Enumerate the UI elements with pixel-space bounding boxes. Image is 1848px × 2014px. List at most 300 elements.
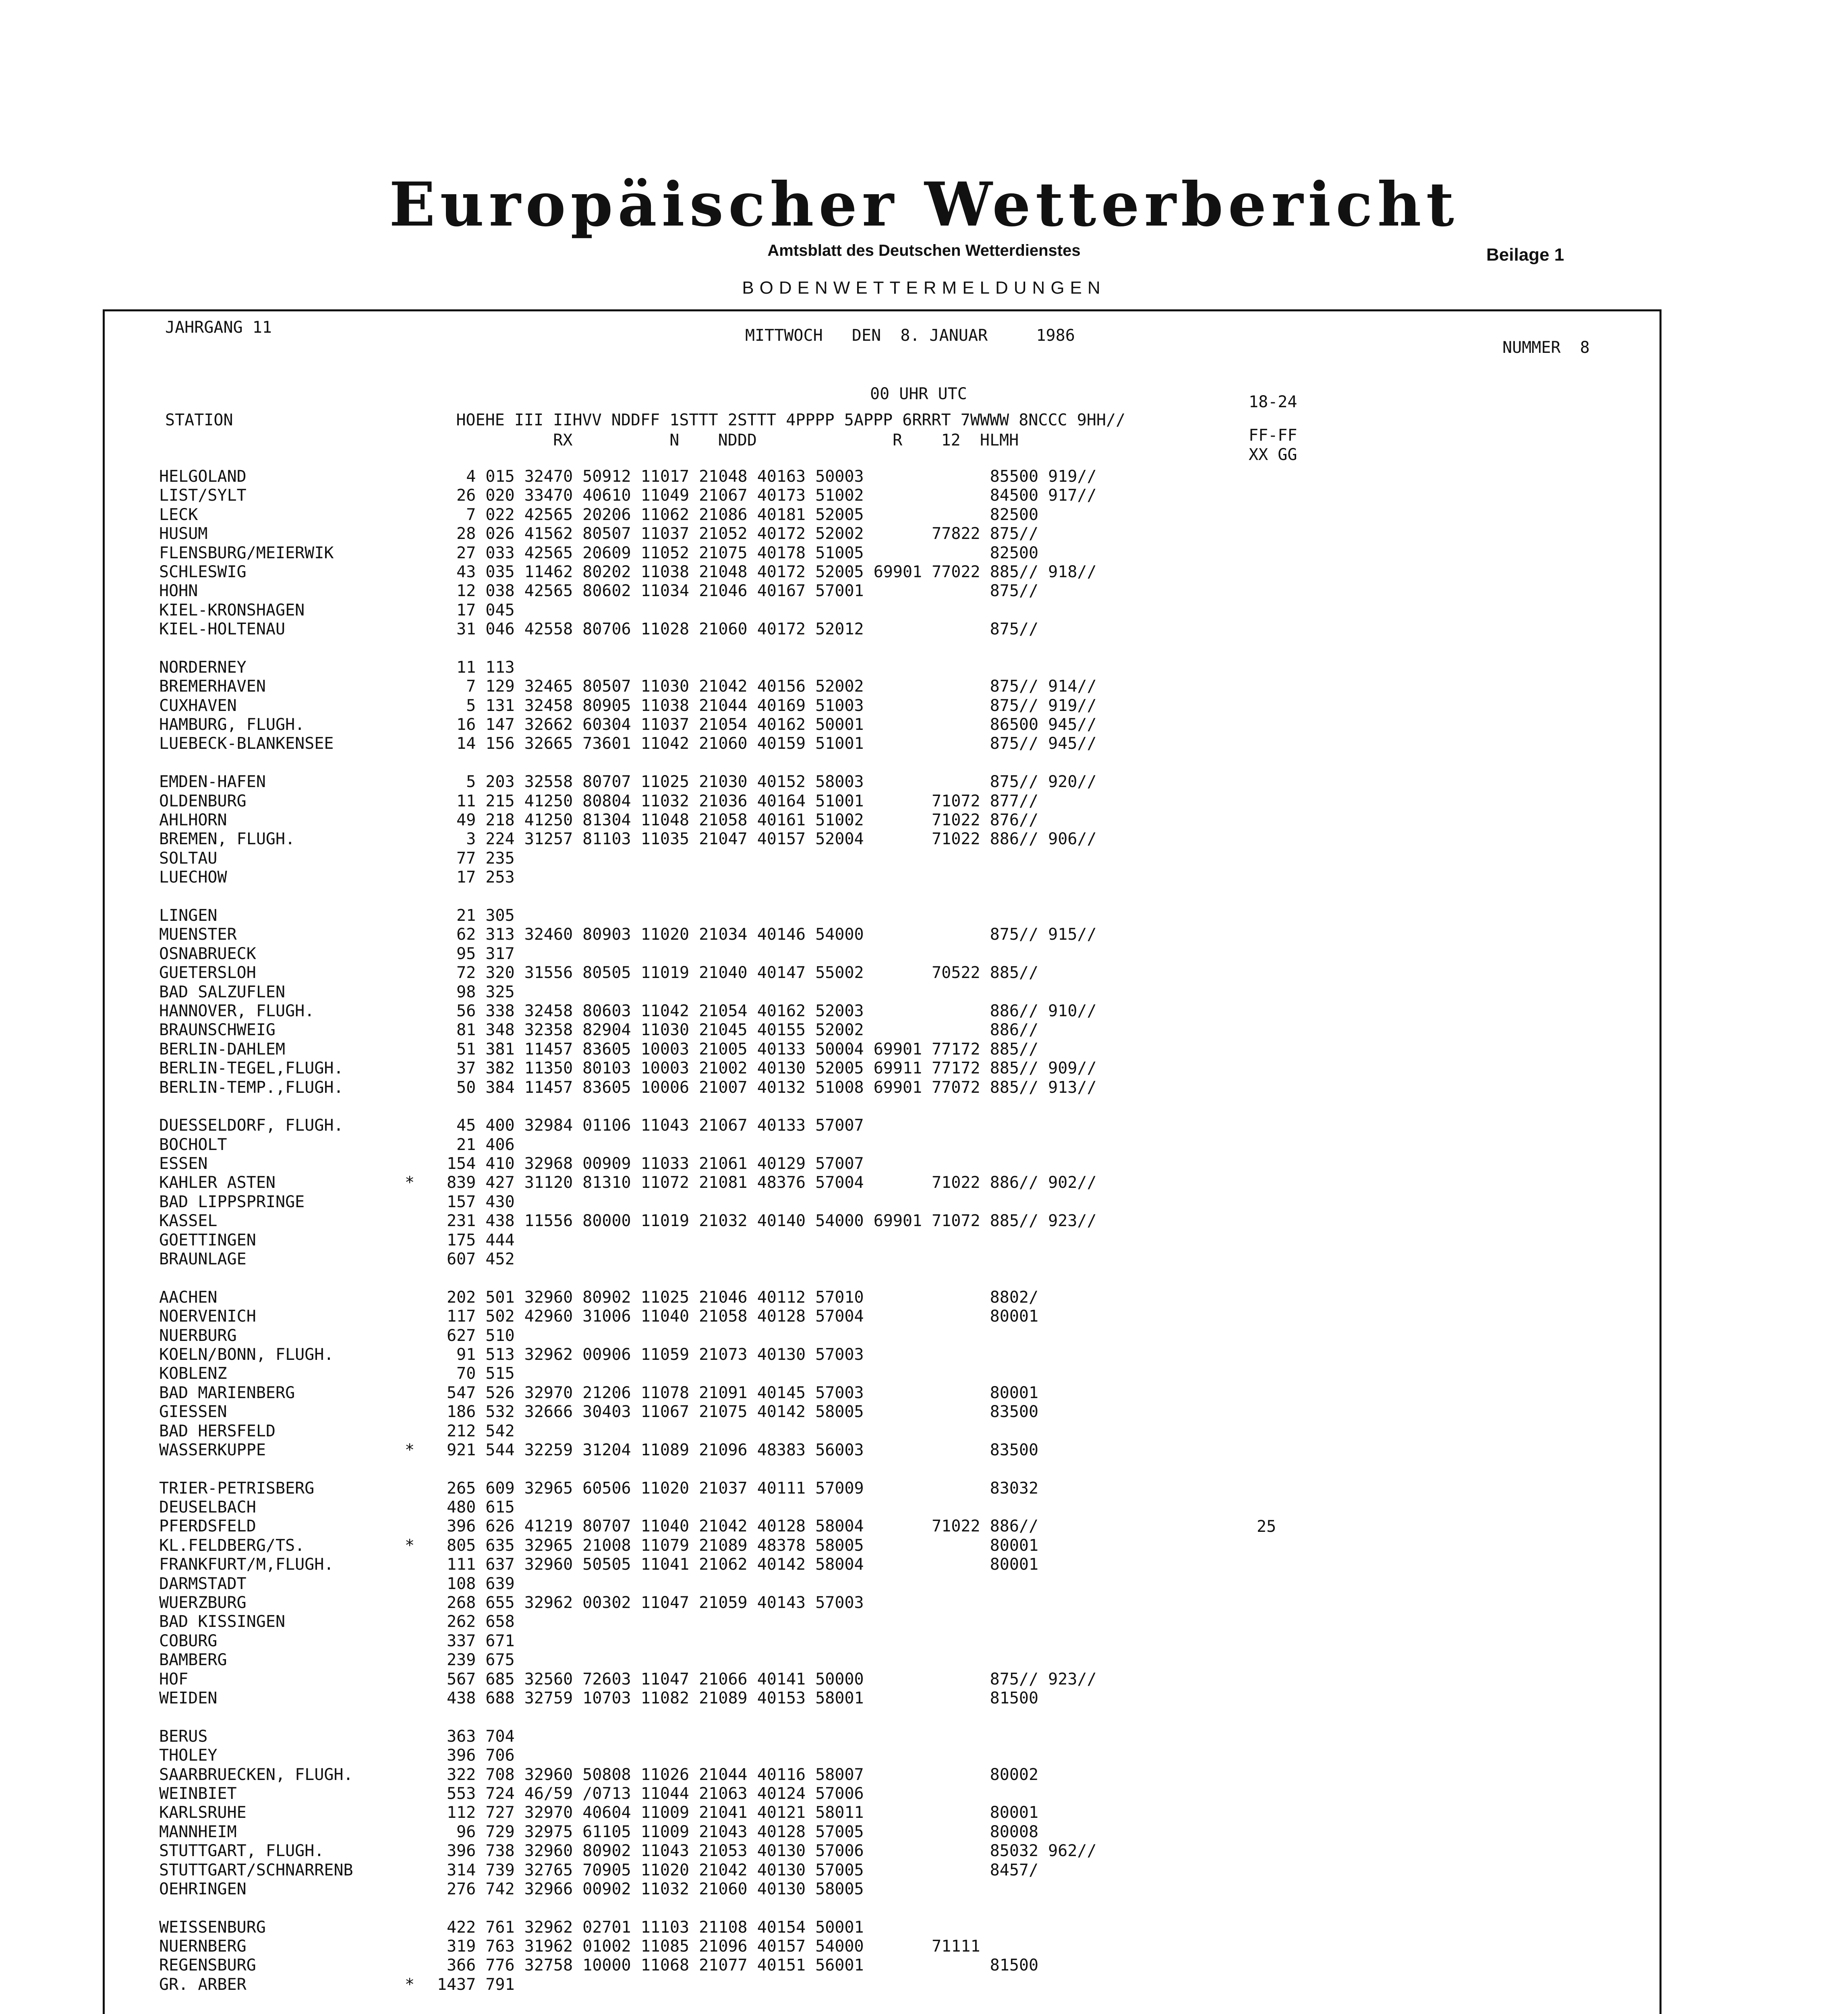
observation-code: 839 427 31120 81310 11072 21081 48376 57004 71022 886// 902// (437, 1173, 1097, 1192)
mountain-station-mark (405, 1498, 437, 1517)
observation-code: 567 685 32560 72603 11047 21066 40141 50000 875// 923// (437, 1670, 1097, 1689)
station-name: HOHN (159, 582, 198, 601)
mountain-station-mark (405, 1250, 437, 1269)
observation-code: 37 382 11350 80103 10003 21002 40130 52005 69911 77172 885// 909// (437, 1059, 1097, 1078)
station-name: KL.FELDBERG/TS. (159, 1536, 305, 1555)
table-row (159, 1154, 1097, 1173)
volume-label: JAHRGANG 11 (165, 318, 272, 337)
station-name: BERLIN-TEGEL,FLUGH. (159, 1059, 344, 1078)
observation-code: 96 729 32975 61105 11009 21043 40128 57005 80008 (437, 1822, 1039, 1841)
mountain-station-mark (405, 620, 437, 639)
station-name: PFERDSFELD (159, 1517, 256, 1536)
table-spacer (159, 754, 1097, 773)
table-row (159, 792, 1097, 811)
mountain-station-mark (405, 1097, 437, 1116)
observation-code: 396 626 41219 80707 11040 21042 40128 58004 71022 886// (437, 1517, 1039, 1536)
period-label: 18-24 (1249, 393, 1297, 411)
mountain-station-mark (405, 1021, 437, 1040)
mountain-station-mark (405, 715, 437, 734)
mountain-station-mark (405, 1479, 437, 1498)
station-name: LIST/SYLT (159, 486, 247, 505)
mountain-station-mark (405, 677, 437, 696)
observation-code: 17 045 (437, 601, 515, 620)
table-row (159, 1670, 1097, 1689)
table-row (159, 1746, 1097, 1765)
station-name: BREMEN, FLUGH. (159, 830, 295, 849)
mountain-station-mark (405, 773, 437, 792)
observation-code: 396 738 32960 80902 11043 21053 40130 57006 85032 962// (437, 1842, 1097, 1861)
table-spacer (159, 1708, 1097, 1727)
station-name: LUECHOW (159, 868, 227, 887)
observation-code: 396 706 (437, 1746, 515, 1765)
observation-code: 62 313 32460 80903 11020 21034 40146 54000 875// 915// (437, 925, 1097, 944)
observation-code: 31 046 42558 80706 11028 21060 40172 52012 875// (437, 620, 1039, 639)
table-row (159, 868, 1097, 887)
mountain-station-mark (405, 1937, 437, 1956)
mountain-station-mark (405, 1040, 437, 1059)
station-name: HELGOLAND (159, 467, 247, 486)
table-row (159, 1059, 1097, 1078)
observation-code: 81 348 32358 82904 11030 21045 40155 52002 886// (437, 1021, 1039, 1040)
station-name: BRAUNSCHWEIG (159, 1021, 276, 1040)
observation-code: 805 635 32965 21008 11079 21089 48378 58005 80001 (437, 1536, 1039, 1555)
mountain-station-mark (405, 887, 437, 906)
mountain-station-mark (405, 1288, 437, 1307)
mountain-station-mark (405, 1880, 437, 1899)
observation-code: 175 444 (437, 1231, 515, 1249)
station-name: BERLIN-TEMP.,FLUGH. (159, 1078, 344, 1097)
table-row (159, 1212, 1097, 1231)
mountain-station-mark (405, 1422, 437, 1441)
station-name: GIESSEN (159, 1403, 227, 1421)
station-name: ESSEN (159, 1154, 208, 1173)
column-header-line2: RX N NDDD R 12 HLMH (165, 431, 1019, 450)
station-name: BREMERHAVEN (159, 677, 266, 696)
table-row (159, 1765, 1097, 1784)
mountain-station-mark (405, 1116, 437, 1135)
table-row (159, 486, 1097, 505)
mountain-station-mark (405, 1345, 437, 1364)
station-name: KARLSRUHE (159, 1803, 247, 1822)
observation-code: 547 526 32970 21206 11078 21091 40145 57003 80001 (437, 1383, 1039, 1402)
station-name: BOCHOLT (159, 1135, 227, 1154)
station-name: TRIER-PETRISBERG (159, 1479, 315, 1498)
table-spacer (159, 1460, 1097, 1479)
table-spacer (159, 887, 1097, 906)
station-name: BERLIN-DAHLEM (159, 1040, 286, 1059)
table-row (159, 963, 1097, 982)
station-name: WASSERKUPPE (159, 1440, 266, 1459)
mountain-station-mark (405, 849, 437, 868)
mountain-station-mark (405, 1364, 437, 1383)
mountain-station-mark: * (405, 1536, 415, 1555)
station-name: EMDEN-HAFEN (159, 773, 266, 792)
table-row (159, 1727, 1097, 1746)
mountain-station-mark (405, 1002, 437, 1021)
table-row (159, 1823, 1097, 1842)
period-value: 25 (1257, 1517, 1276, 1536)
table-row (159, 1956, 1097, 1975)
observation-code: 4 015 32470 50912 11017 21048 40163 50003 85500 919// (437, 467, 1097, 486)
mountain-station-mark (405, 868, 437, 887)
mountain-station-mark (405, 1384, 437, 1403)
table-row (159, 677, 1097, 696)
observation-code: 21 305 (437, 906, 515, 925)
table-row (159, 945, 1097, 963)
station-name: HUSUM (159, 524, 208, 543)
station-name: KAHLER ASTEN (159, 1173, 276, 1192)
mountain-station-mark (405, 563, 437, 582)
station-name: LINGEN (159, 906, 218, 925)
mountain-station-mark (405, 601, 437, 620)
observation-code: 56 338 32458 80603 11042 21054 40162 52003 886// 910// (437, 1001, 1097, 1020)
observation-code: 422 761 32962 02701 11103 21108 40154 50001 (437, 1918, 864, 1937)
table-row (159, 1593, 1097, 1612)
station-name: FRANKFURT/M,FLUGH. (159, 1555, 334, 1574)
mountain-station-mark: * (405, 1440, 415, 1459)
mountain-station-mark (405, 1651, 437, 1670)
station-name: NORDERNEY (159, 658, 247, 677)
mountain-station-mark (405, 906, 437, 925)
station-name (159, 754, 405, 773)
table-row (159, 1384, 1097, 1403)
observation-code: 70 515 (437, 1364, 515, 1383)
station-name: GOETTINGEN (159, 1231, 256, 1249)
observation-code: 98 325 (437, 982, 515, 1001)
observation-code: 49 218 41250 81304 11048 21058 40161 51002 71022 876// (437, 811, 1039, 830)
station-name: KASSEL (159, 1212, 218, 1231)
observation-code: 157 430 (437, 1192, 515, 1211)
observation-code: 117 502 42960 31006 11040 21058 40128 57004 80001 (437, 1307, 1039, 1326)
table-row (159, 830, 1097, 849)
station-name: STUTTGART, FLUGH. (159, 1842, 324, 1861)
table-row (159, 1173, 1097, 1192)
table-row (159, 734, 1097, 753)
table-row (159, 1422, 1097, 1441)
table-row (159, 1345, 1097, 1364)
observation-code: 268 655 32962 00302 11047 21059 40143 57003 (437, 1593, 864, 1612)
table-row (159, 1536, 1097, 1555)
station-name: KIEL-KRONSHAGEN (159, 601, 305, 620)
observation-code: 553 724 46/59 /0713 11044 21063 40124 57006 (437, 1784, 864, 1803)
table-row (159, 1517, 1097, 1536)
station-name: NUERNBERG (159, 1937, 247, 1956)
table-row (159, 1403, 1097, 1421)
observation-code: 91 513 32962 00906 11059 21073 40130 57003 (437, 1345, 864, 1364)
mountain-station-mark (405, 811, 437, 830)
table-row (159, 506, 1097, 524)
observation-code: 43 035 11462 80202 11038 21048 40172 52005 69901 77022 885// 918// (437, 562, 1097, 581)
mountain-station-mark (405, 1670, 437, 1689)
station-name (159, 1269, 405, 1288)
table-row (159, 1612, 1097, 1631)
station-name: DEUSELBACH (159, 1498, 256, 1517)
table-row (159, 1803, 1097, 1822)
observation-code: 50 384 11457 83605 10006 21007 40132 51008 69901 77072 885// 913// (437, 1078, 1097, 1097)
observation-code: 51 381 11457 83605 10003 21005 40133 50004 69901 77172 885// (437, 1040, 1039, 1059)
station-name: AACHEN (159, 1288, 218, 1307)
observation-code: 28 026 41562 80507 11037 21052 40172 52002 77822 875// (437, 524, 1039, 543)
station-name: BERUS (159, 1727, 208, 1746)
table-spacer (159, 1097, 1097, 1116)
station-name: OEHRINGEN (159, 1879, 247, 1898)
mountain-station-mark (405, 1593, 437, 1612)
table-row (159, 1937, 1097, 1956)
table-spacer (159, 1269, 1097, 1288)
table-row (159, 1632, 1097, 1651)
station-name: AHLHORN (159, 811, 227, 830)
table-row (159, 715, 1097, 734)
mountain-station-mark (405, 945, 437, 963)
observation-code: 438 688 32759 10703 11082 21089 40153 58001 81500 (437, 1689, 1039, 1707)
mountain-station-mark (405, 1823, 437, 1842)
mountain-station-mark (405, 1746, 437, 1765)
observation-code: 7 129 32465 80507 11030 21042 40156 52002 875// 914// (437, 677, 1097, 696)
mountain-station-mark (405, 639, 437, 658)
mountain-station-mark (405, 658, 437, 677)
observation-code: 239 675 (437, 1651, 515, 1670)
mountain-station-mark (405, 1517, 437, 1536)
table-row (159, 1555, 1097, 1574)
observation-code: 627 510 (437, 1326, 515, 1345)
station-name: STUTTGART/SCHNARRENB (159, 1861, 353, 1879)
station-name: BAD SALZUFLEN (159, 982, 286, 1001)
table-spacer (159, 1994, 1097, 2013)
observation-code: 3 224 31257 81103 11035 21047 40157 52004 71022 886// 906// (437, 830, 1097, 849)
table-row (159, 1784, 1097, 1803)
mountain-station-mark (405, 486, 437, 505)
table-row (159, 1040, 1097, 1059)
mountain-station-mark (405, 1918, 437, 1937)
table-row (159, 1975, 1097, 1994)
table-row (159, 849, 1097, 868)
table-row (159, 1002, 1097, 1021)
station-name: HANNOVER, FLUGH. (159, 1001, 315, 1020)
observation-code: 77 235 (437, 849, 515, 868)
mountain-station-mark (405, 1078, 437, 1097)
table-row (159, 1116, 1097, 1135)
mountain-station-mark (405, 1193, 437, 1212)
observation-code: 14 156 32665 73601 11042 21060 40159 51001 875// 945// (437, 734, 1097, 753)
table-row (159, 601, 1097, 620)
table-row (159, 1651, 1097, 1670)
table-row (159, 1288, 1097, 1307)
mountain-station-mark (405, 1842, 437, 1861)
mountain-station-mark (405, 1689, 437, 1708)
station-name: BAD KISSINGEN (159, 1612, 286, 1631)
observation-code: 17 253 (437, 868, 515, 887)
mountain-station-mark (405, 1326, 437, 1345)
table-row (159, 1842, 1097, 1861)
station-name: WEINBIET (159, 1784, 237, 1803)
mountain-station-mark (405, 1784, 437, 1803)
table-row (159, 524, 1097, 543)
observation-code: 1437 791 (437, 1975, 515, 1994)
observation-code: 108 639 (437, 1574, 515, 1593)
station-name (159, 1460, 405, 1479)
mountain-station-mark (405, 1059, 437, 1078)
mountain-station-mark (405, 1632, 437, 1651)
table-row (159, 1231, 1097, 1250)
table-spacer (159, 639, 1097, 658)
station-name: BAD HERSFELD (159, 1421, 276, 1440)
table-row (159, 1861, 1097, 1880)
station-name (159, 1097, 405, 1116)
table-row (159, 1880, 1097, 1899)
table-row (159, 906, 1097, 925)
mountain-station-mark (405, 1765, 437, 1784)
station-name: HAMBURG, FLUGH. (159, 715, 305, 734)
station-name: KIEL-HOLTENAU (159, 620, 286, 639)
station-name: HOF (159, 1670, 189, 1689)
station-name: NUERBURG (159, 1326, 237, 1345)
table-row (159, 1307, 1097, 1326)
station-name: BAD MARIENBERG (159, 1383, 295, 1402)
observation-code: 12 038 42565 80602 11034 21046 40167 57001 875// (437, 582, 1039, 601)
station-name: MUENSTER (159, 925, 237, 944)
table-row (159, 1441, 1097, 1460)
station-name (159, 639, 405, 658)
column-header-line1: STATION HOEHE III IIHVV NDDFF 1STTT 2STTT 4PPPP 5APPP 6RRRT 7WWWW 8NCCC 9HH// (165, 411, 1126, 429)
table-row (159, 1021, 1097, 1040)
mountain-station-mark (405, 1994, 437, 2013)
mountain-station-mark (405, 1154, 437, 1173)
mountain-station-mark (405, 1612, 437, 1631)
table-row (159, 1250, 1097, 1269)
observation-code: 111 637 32960 50505 11041 21062 40142 58004 80001 (437, 1555, 1039, 1574)
observation-code: 363 704 (437, 1727, 515, 1746)
mountain-station-mark (405, 1708, 437, 1727)
station-name: SCHLESWIG (159, 562, 247, 581)
page-title: Europäischer Wetterbericht (389, 169, 1459, 240)
mountain-station-mark (405, 467, 437, 486)
table-row (159, 1575, 1097, 1593)
mountain-station-mark (405, 524, 437, 543)
station-name: BAMBERG (159, 1651, 227, 1670)
mountain-station-mark (405, 1803, 437, 1822)
table-row (159, 467, 1097, 486)
observation-code: 7 022 42565 20206 11062 21086 40181 52005 82500 (437, 505, 1039, 524)
observation-time: 00 UHR UTC (870, 385, 967, 403)
observation-code: 11 215 41250 80804 11032 21036 40164 51001 71072 877// (437, 792, 1039, 810)
mountain-station-mark (405, 582, 437, 601)
column-header-right2: XX GG (1249, 445, 1297, 464)
station-name: KOBLENZ (159, 1364, 227, 1383)
station-name (159, 1994, 405, 2013)
table-spacer (159, 1899, 1097, 1918)
station-name: LECK (159, 505, 198, 524)
observation-code: 322 708 32960 50808 11026 21044 40116 58007 80002 (437, 1765, 1039, 1784)
observation-code: 112 727 32970 40604 11009 21041 40121 58011 80001 (437, 1803, 1039, 1822)
observation-code: 154 410 32968 00909 11033 21061 40129 57007 (437, 1154, 864, 1173)
mountain-station-mark: * (405, 1173, 415, 1192)
observation-code: 231 438 11556 80000 11019 21032 40140 54000 69901 71072 885// 923// (437, 1212, 1097, 1231)
observation-code: 202 501 32960 80902 11025 21046 40112 57010 8802/ (437, 1288, 1039, 1307)
station-name (159, 1708, 405, 1727)
mountain-station-mark (405, 792, 437, 811)
mountain-station-mark (405, 1212, 437, 1231)
table-row (159, 544, 1097, 563)
station-name: WEISSENBURG (159, 1918, 266, 1937)
table-row (159, 925, 1097, 944)
station-name: MANNHEIM (159, 1822, 237, 1841)
station-name: BRAUNLAGE (159, 1250, 247, 1269)
table-row (159, 1193, 1097, 1212)
station-name: KOELN/BONN, FLUGH. (159, 1345, 334, 1364)
table-row (159, 1498, 1097, 1517)
mountain-station-mark (405, 983, 437, 1002)
table-row (159, 773, 1097, 792)
mountain-station-mark (405, 754, 437, 773)
mountain-station-mark (405, 1899, 437, 1918)
table-row (159, 1918, 1097, 1937)
mountain-station-mark (405, 1956, 437, 1975)
mountain-station-mark (405, 544, 437, 563)
observation-code: 45 400 32984 01106 11043 21067 40133 57007 (437, 1116, 864, 1135)
observation-code: 21 406 (437, 1135, 515, 1154)
mountain-station-mark (405, 925, 437, 944)
observation-code: 319 763 31962 01002 11085 21096 40157 54000 71111 (437, 1937, 980, 1956)
table-row (159, 1326, 1097, 1345)
observation-code: 186 532 32666 30403 11067 21075 40142 58005 83500 (437, 1403, 1039, 1421)
observation-code: 5 203 32558 80707 11025 21030 40152 58003 875// 920// (437, 773, 1097, 792)
section-title: BODENWETTERMELDUNGEN (742, 278, 1106, 298)
publisher-subtitle: Amtsblatt des Deutschen Wetterdienstes (767, 242, 1081, 259)
table-row (159, 1479, 1097, 1498)
station-name: OSNABRUECK (159, 944, 256, 963)
issue-number: NUMMER 8 (1502, 338, 1590, 357)
observation-code: 262 658 (437, 1612, 515, 1631)
mountain-station-mark (405, 506, 437, 524)
table-row (159, 658, 1097, 677)
mountain-station-mark (405, 830, 437, 849)
observation-code: 314 739 32765 70905 11020 21042 40130 57005 8457/ (437, 1861, 1039, 1879)
mountain-station-mark (405, 734, 437, 753)
observation-code: 16 147 32662 60304 11037 21054 40162 50001 86500 945// (437, 715, 1097, 734)
station-name: REGENSBURG (159, 1956, 256, 1975)
observation-code: 480 615 (437, 1498, 515, 1517)
station-table (159, 467, 1097, 2014)
table-row (159, 696, 1097, 715)
mountain-station-mark (405, 1307, 437, 1326)
column-header-right1: FF-FF (1249, 426, 1297, 445)
table-row (159, 582, 1097, 601)
supplement-label: Beilage 1 (1486, 245, 1564, 265)
observation-code: 265 609 32965 60506 11020 21037 40111 57009 83032 (437, 1479, 1039, 1498)
station-name: WEIDEN (159, 1689, 218, 1707)
mountain-station-mark (405, 696, 437, 715)
observation-code: 11 113 (437, 658, 515, 677)
station-name (159, 1899, 405, 1918)
mountain-station-mark (405, 1460, 437, 1479)
station-name: DARMSTADT (159, 1574, 247, 1593)
station-name: OLDENBURG (159, 792, 247, 810)
table-row (159, 563, 1097, 582)
station-name: WUERZBURG (159, 1593, 247, 1612)
mountain-station-mark (405, 1727, 437, 1746)
station-name: CUXHAVEN (159, 696, 237, 715)
mountain-station-mark (405, 1269, 437, 1288)
table-row (159, 620, 1097, 639)
observation-code: 337 671 (437, 1631, 515, 1650)
station-name: DUESSELDORF, FLUGH. (159, 1116, 344, 1135)
station-name: SAARBRUECKEN, FLUGH. (159, 1765, 353, 1784)
table-row (159, 811, 1097, 830)
station-name: THOLEY (159, 1746, 218, 1765)
observation-code: 212 542 (437, 1421, 515, 1440)
table-row (159, 1689, 1097, 1708)
observation-code: 366 776 32758 10000 11068 21077 40151 56001 81500 (437, 1956, 1039, 1975)
